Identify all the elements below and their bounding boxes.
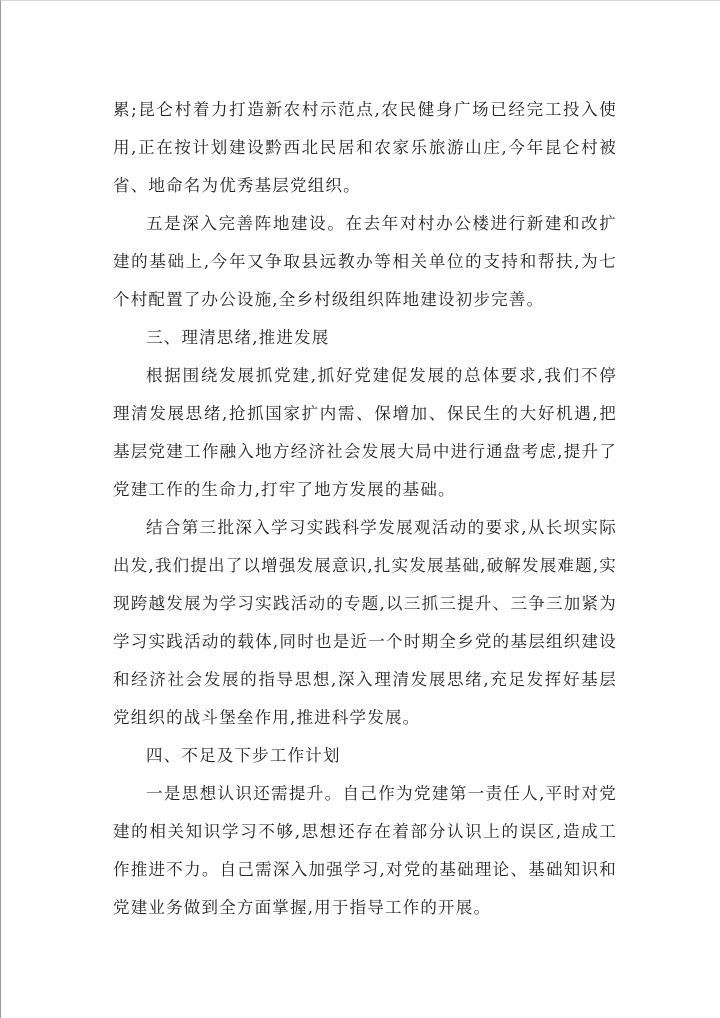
paragraph-shortcomings: 一是思想认识还需提升。自己作为党建第一责任人,平时对党建的相关知识学习不够,思想还存在着部分认识上的误区,造成工作推进不力。自己需深入加强学习,对党的基础理论、基础知识和党建业务做到全方面掌握,用于指导工作的开展。: [113, 784, 617, 917]
paragraph-practice-activity: 结合第三批深入学习实践科学发展观活动的要求,从长坝实际出发,我们提出了以增强发展意识,扎实发展基础,破解发展难题,实现跨越发展为学习实践活动的专题,以三抓三提升、三争三加紧为学习实践活动的载体,同时也是近一个时期全乡党的基层组织建设和经济社会发展的指导思想,深入理清发展思绪,充足发挥好基层党组织的战斗堡垒作用,推进科学发展。: [113, 518, 617, 727]
paragraph-continuation: 累;昆仑村着力打造新农村示范点,农民健身广场已经完工投入使用,正在按计划建设黔西北民居和农家乐旅游山庄,今年昆仑村被省、地命名为优秀基层党组织。: [113, 100, 617, 195]
section-heading-3: 三、理清思绪,推进发展: [146, 328, 330, 347]
section-heading-4: 四、不足及下步工作计划: [146, 746, 341, 765]
paragraph-position-building: 五是深入完善阵地建设。在去年对村办公楼进行新建和改扩建的基础上,今年又争取县远教办等相关单位的支持和帮扶,为七个村配置了办公设施,全乡村级组织阵地建设初步完善。: [113, 214, 617, 309]
paragraph-development-requirement: 根据围绕发展抓党建,抓好党建促发展的总体要求,我们不停理清发展思绪,抢抓国家扩内需、保增加、保民生的大好机遇,把基层党建工作融入地方经济社会发展大局中进行通盘考虑,提升了党建工作的生命力,打牢了地方发展的基础。: [113, 366, 617, 499]
document-body: [113, 91, 617, 927]
